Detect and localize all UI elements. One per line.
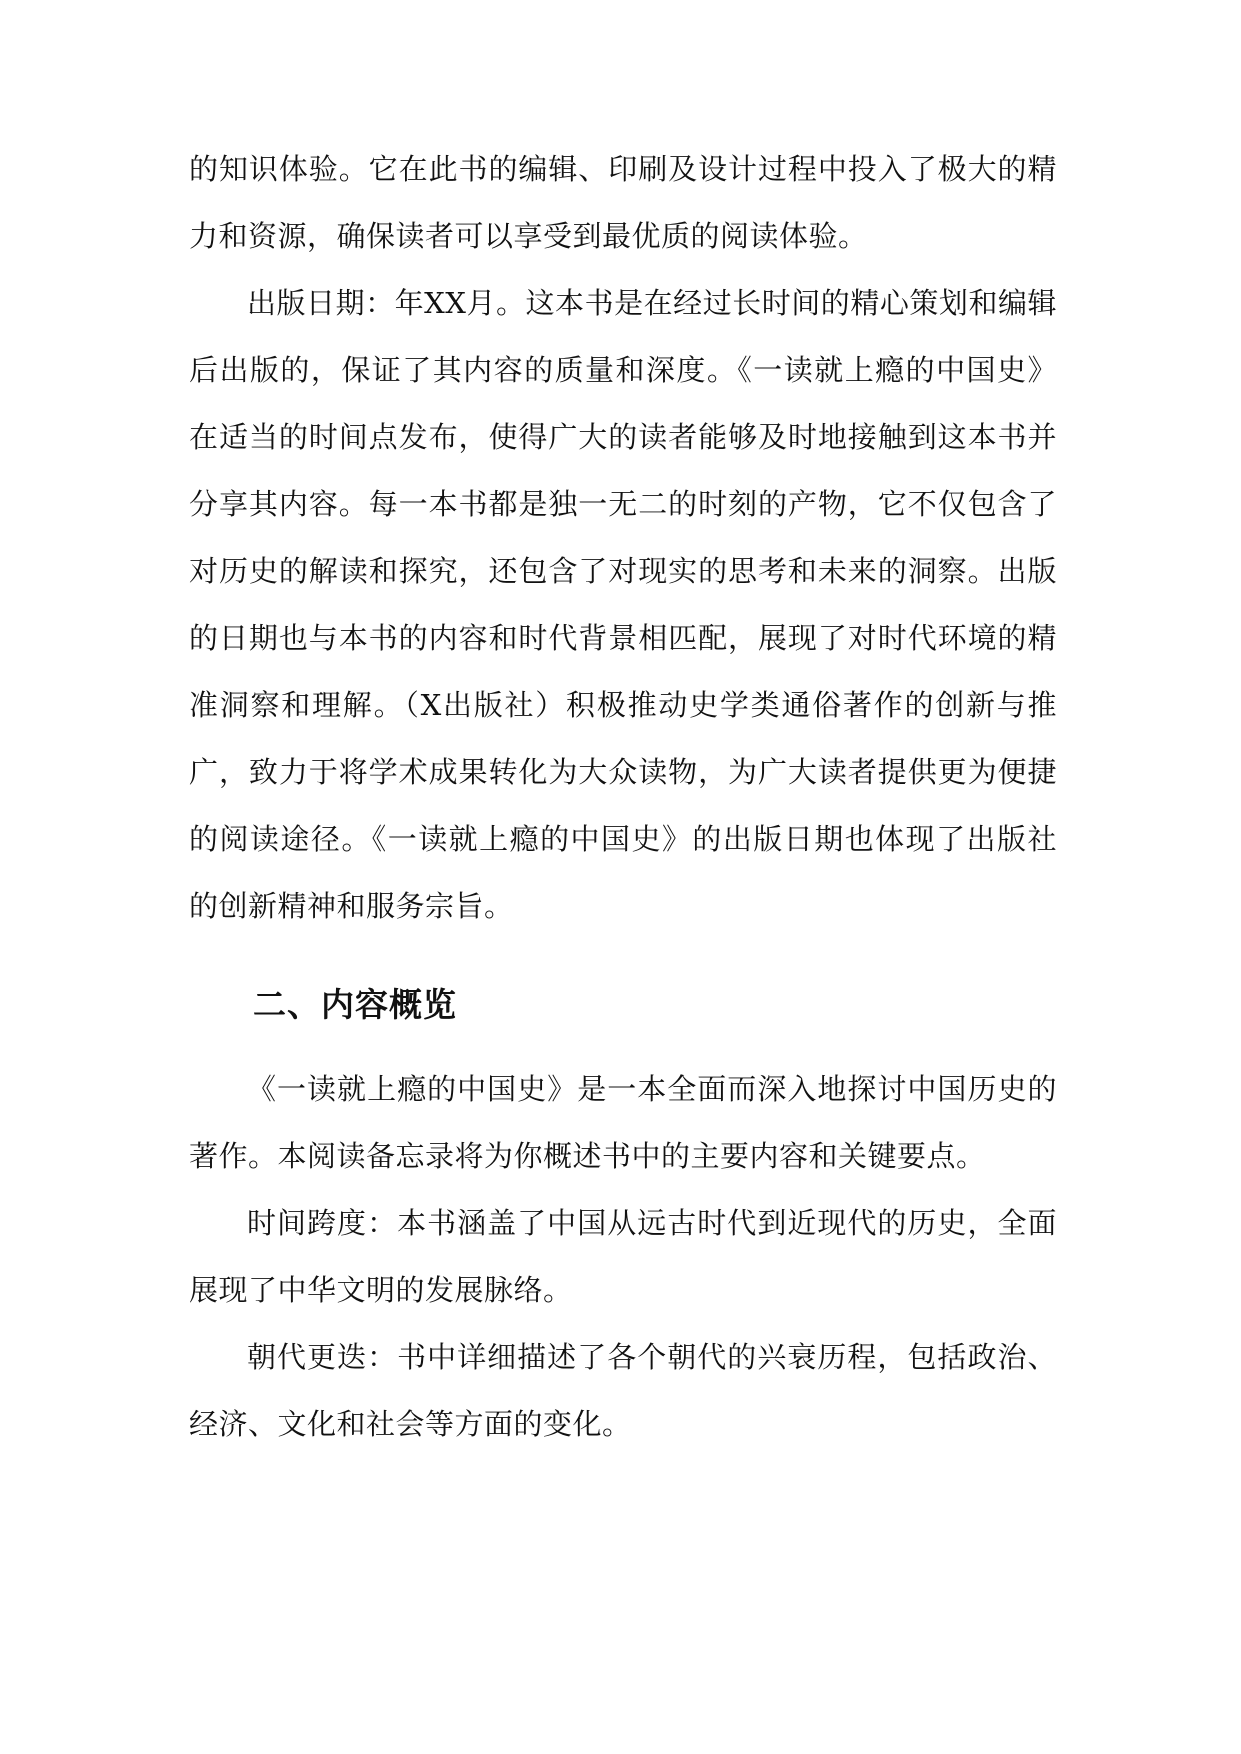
paragraph-knowledge-experience: 的知识体验。它在此书的编辑、印刷及设计过程中投入了极大的精力和资源，确保读者可以享受到最优质的阅读体验。	[189, 152, 1057, 253]
paragraph-time-span: 时间跨度：本书涵盖了中国从远古时代到近现代的历史，全面展现了中华文明的发展脉络。	[189, 1206, 1057, 1307]
paragraph-book-overview: 《一读就上瘾的中国史》是一本全面而深入地探讨中国历史的著作。本阅读备忘录将为你概述书中的主要内容和关键要点。	[189, 1072, 1057, 1173]
paragraph-publication-date: 出版日期：年XX月。这本书是在经过长时间的精心策划和编辑后出版的，保证了其内容的质量和深度。《一读就上瘾的中国史》在适当的时间点发布，使得广大的读者能够及时地接触到这本书并分享其内容。每一本书都是独一无二的时刻的产物，它不仅包含了对历史的解读和探究，还包含了对现实的思考和未来的洞察。出版的日期也与本书的内容和时代背景相匹配，展现了对时代环境的精准洞察和理解。（X出版社）积极推动史学类通俗著作的创新与推广，致力于将学术成果转化为大众读物，为广大读者提供更为便捷的阅读途径。《一读就上瘾的中国史》的出版日期也体现了出版社的创新精神和服务宗旨。	[189, 286, 1057, 923]
document-page	[189, 136, 1057, 1458]
paragraph-dynasty-changes: 朝代更迭：书中详细描述了各个朝代的兴衰历程，包括政治、经济、文化和社会等方面的变化。	[189, 1340, 1057, 1441]
section-heading-content-overview: 二、内容概览	[253, 985, 457, 1024]
